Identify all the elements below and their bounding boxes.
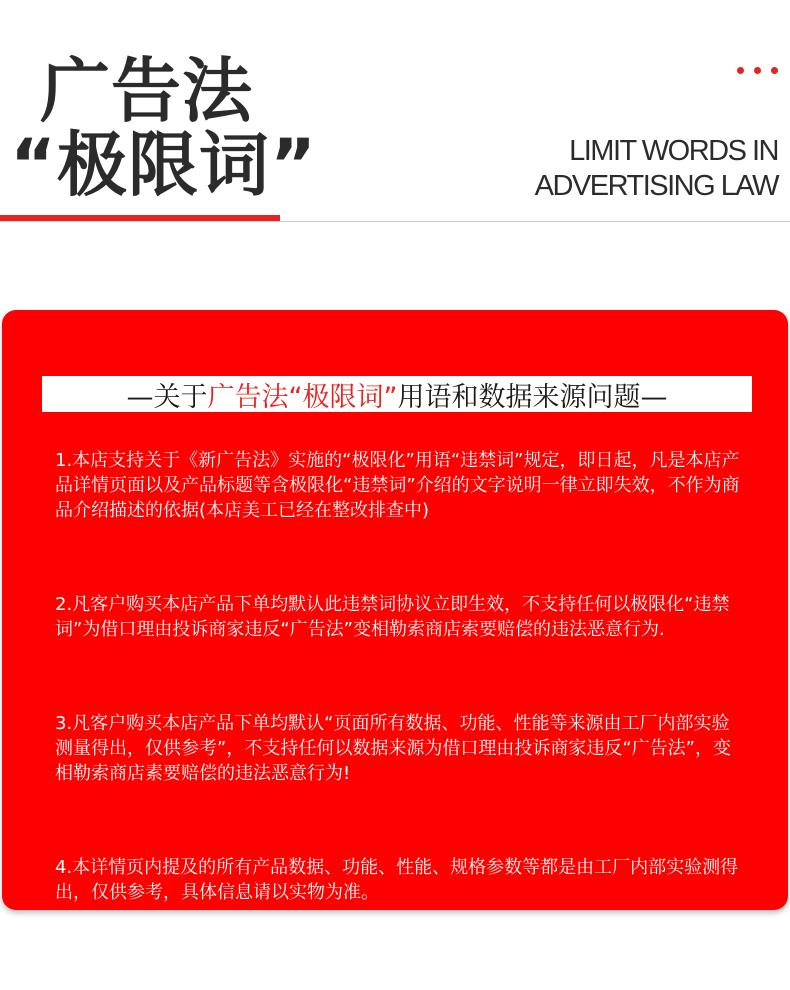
notice-paragraph-1: 1.本店支持关于《新广告法》实施的“极限化”用语“违禁词”规定，即日起，凡是本店产品详情页面以及产品标题等含极限化“违禁词”介绍的文字说明一律立即失效，不作为商品介绍描述的依据(本店美工已经在整改排查中) — [55, 450, 740, 521]
notice-paragraphs — [55, 448, 745, 905]
notice-paragraph-2: 2.凡客户购买本店产品下单均默认此违禁词协议立即生效，不支持任何以极限化“违禁词”为借口理由投诉商家违反“广告法”变相勒索商店索要赔偿的违法恶意行为. — [55, 594, 730, 640]
english-subtitle-line-2: ADVERTISING LAW — [534, 170, 778, 202]
notice-paragraph-3: 3.凡客户购买本店产品下单均默认“页面所有数据、功能、性能等来源由工厂内部实验测量得出，仅供参考”，不支持任何以数据来源为借口理由投诉商家违反“广告法”，变相勒索商店素要赔偿的违法恶意行为! — [55, 713, 731, 784]
banner-suffix: 用语和数据来源问题— — [397, 381, 668, 413]
notice-banner — [42, 376, 752, 412]
english-subtitle-line-1: LIMIT WORDS IN — [569, 135, 778, 167]
page-title — [10, 50, 318, 206]
title-line-1: 广告法 — [40, 50, 253, 132]
title-line-2: “极限词” — [10, 124, 318, 206]
header-divider — [0, 221, 790, 222]
banner-prefix: —关于 — [126, 381, 208, 413]
decorative-dots — [737, 67, 778, 74]
dot-icon — [737, 67, 744, 74]
notice-paragraph-4: 4.本详情页内提及的所有产品数据、功能、性能、规格参数等都是由工厂内部实验测得出，仅供参考，具体信息请以实物为准。 — [55, 857, 739, 903]
header-accent-bar — [0, 215, 280, 221]
dot-icon — [771, 67, 778, 74]
english-subtitle — [535, 134, 778, 204]
dot-icon — [754, 67, 761, 74]
notice-card — [2, 310, 788, 910]
banner-highlight: 广告法“极限词” — [207, 381, 398, 413]
